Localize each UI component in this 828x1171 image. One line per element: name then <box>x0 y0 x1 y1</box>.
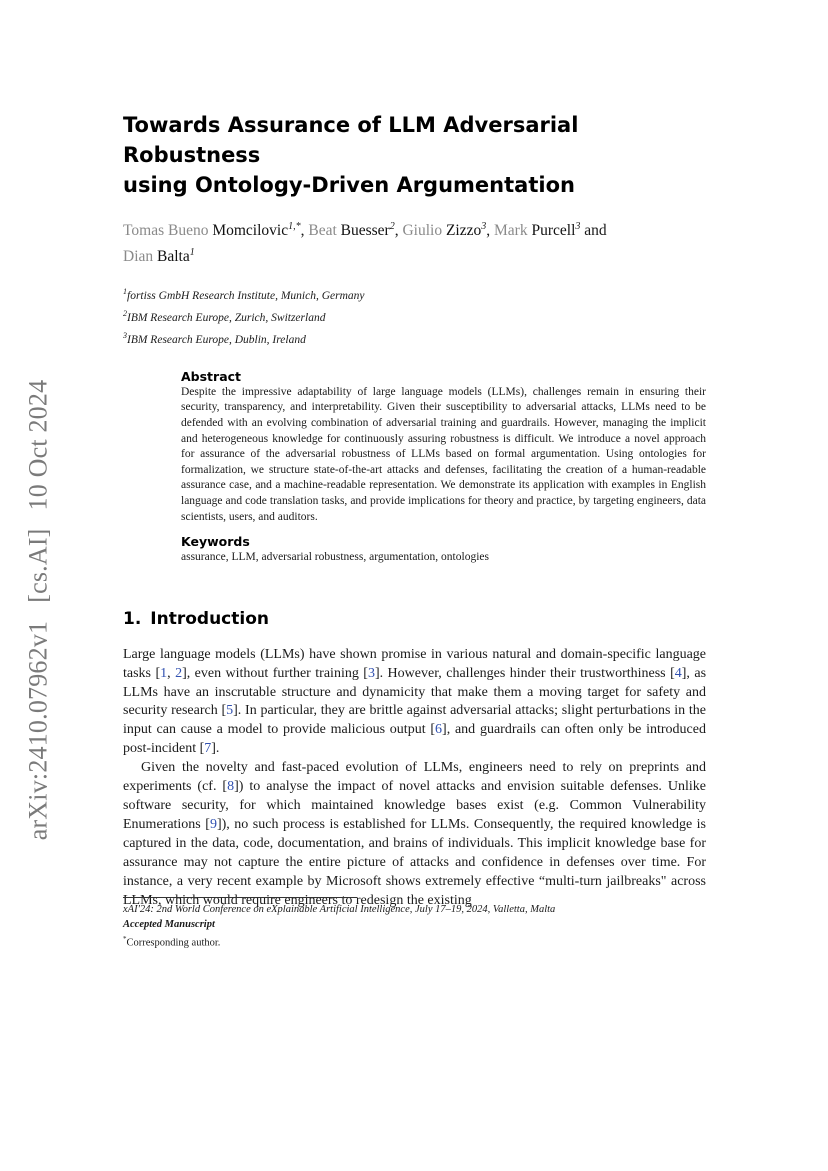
author-3 <box>402 222 486 239</box>
affiliation-mark: 1 <box>123 287 127 297</box>
author-1 <box>123 222 301 239</box>
affiliation-3 <box>123 327 706 349</box>
author-separator: , <box>394 222 403 240</box>
affiliation-mark: 3 <box>123 330 127 340</box>
footnotes <box>123 902 706 951</box>
title-line-1: Towards Assurance of LLM Adversarial Robustness <box>123 113 579 167</box>
affiliation-text: fortiss GmbH Research Institute, Munich, Germany <box>127 290 365 303</box>
keywords-heading: Keywords <box>181 534 250 550</box>
citation-link[interactable]: 6 <box>435 722 443 738</box>
author-5 <box>123 248 195 265</box>
section-number: 1. <box>123 608 142 629</box>
footnote-divider <box>123 897 357 898</box>
author-affiliation-mark: 3 <box>575 221 581 232</box>
paper-title <box>123 110 706 200</box>
keywords-text: assurance, LLM, adversarial robustness, argumentation, ontologies <box>181 551 489 564</box>
author-family-name: Purcell <box>531 222 576 240</box>
arxiv-identifier <box>23 371 53 850</box>
affiliation-2 <box>123 305 706 327</box>
introduction-body <box>123 646 706 911</box>
affiliation-list <box>123 283 706 348</box>
arxiv-sidebar <box>18 372 58 848</box>
author-family-name: Momcilovic <box>212 222 289 240</box>
affiliation-mark: 2 <box>123 309 127 319</box>
citation-link[interactable]: 4 <box>674 665 682 681</box>
author-separator: and <box>580 222 607 240</box>
author-given-name: Dian <box>123 248 158 266</box>
intro-paragraph-2: Given the novelty and fast-paced evolution of LLMs, engineers need to rely on preprints and experiments (cf. [8]) to analyse the impact of novel attacks and envision suitable defenses. Unlike software security, for which maintained knowledge bases exist (e.g. Common Vulnerability Enumerations [9]), no such process is established for LLMs. Consequently, the required knowledge is captured in the data, code, documentation, and brains of individuals. This implicit knowledge base for assurance may not capture the entire picture of attacks and confidence in defenses over time. For instance, a very recent example by Microsoft shows extremely effective “multi-turn jailbreaks" across LLMs, which would require engineers to redesign the existing <box>123 760 707 908</box>
footnote-corresponding-mark: * <box>123 935 127 943</box>
citation-link[interactable]: 8 <box>227 779 235 795</box>
citation-link[interactable]: 3 <box>367 665 375 681</box>
author-given-name: Giulio <box>402 222 446 240</box>
footnote-conference: xAI'24: 2nd World Conference on eXplainable Artificial Intelligence, July 17–19, 2024, Valletta, Malta <box>123 904 556 915</box>
citation-link[interactable]: 2 <box>175 665 183 681</box>
author-family-name: Buesser <box>340 222 390 240</box>
arxiv-date: 10 Oct 2024 <box>23 379 52 511</box>
abstract-heading: Abstract <box>181 368 242 384</box>
title-line-2: using Ontology-Driven Argumentation <box>123 173 575 197</box>
abstract-text: Despite the impressive adaptability of large language models (LLMs), challenges remain in ensuring their security, transparency, and interpretability. Given their susceptibility to adversarial attacks, LLMs need to be defended with an evolving combination of adversarial training and guardrails. However, managing the implicit and heterogeneous knowledge for continuously assuring robustness is difficult. We introduce a novel approach for assurance of the adversarial robustness of LLMs based on formal argumentation. Using ontologies for formalization, we structure state-of-the-art attacks and defenses, facilitating the creation of a human-readable assurance case, and a machine-readable representation. We demonstrate its application with examples in English language and code translation tasks, and provide implications for theory and practice, by targeting engineers, data scientists, users, and auditors. <box>181 385 706 523</box>
author-affiliation-mark: 2 <box>389 221 395 232</box>
citation-link[interactable]: 7 <box>204 741 212 757</box>
abstract-section <box>181 369 706 525</box>
affiliation-text: IBM Research Europe, Dublin, Ireland <box>127 333 306 346</box>
arxiv-category: [cs.AI] <box>23 528 52 603</box>
author-separator: , <box>300 222 309 240</box>
arxiv-id: arXiv:2410.07962v1 <box>23 620 52 841</box>
footnote-corresponding <box>123 932 706 951</box>
footnote-corresponding-text: Corresponding author. <box>126 937 221 949</box>
author-family-name: Zizzo <box>445 222 482 240</box>
affiliation-text: IBM Research Europe, Zurich, Switzerland <box>127 311 326 324</box>
author-family-name: Balta <box>157 248 190 266</box>
author-given-name: Mark <box>494 222 532 240</box>
keywords-section <box>181 534 706 566</box>
affiliation-1 <box>123 283 706 305</box>
author-4 <box>494 222 580 239</box>
paper-page <box>123 110 706 910</box>
intro-paragraph-1: Large language models (LLMs) have shown promise in various natural and domain-specific language tasks [1, 2], even without further training [3]. However, challenges hinder their trustworthiness [4], as LLMs have an inscrutable structure and dynamicity that make them a moving target for safety and security research [5]. In particular, they are brittle against adversarial attacks; slight perturbations in the input can cause a model to provide malicious output [6], and guardrails can often only be introduced post-incident [7]. <box>123 646 707 757</box>
author-affiliation-mark: 1,* <box>288 221 301 232</box>
author-separator: , <box>486 222 495 240</box>
author-affiliation-mark: 3 <box>481 221 487 232</box>
footnote-accepted: Accepted Manuscript <box>123 919 215 930</box>
citation-link[interactable]: 5 <box>226 703 234 719</box>
author-affiliation-mark: 1 <box>189 247 195 259</box>
author-given-name: Tomas Bueno <box>123 222 213 240</box>
citation-link[interactable]: 9 <box>209 816 217 832</box>
section-heading-introduction <box>123 608 706 630</box>
author-list <box>123 216 706 268</box>
section-title: Introduction <box>150 608 269 629</box>
citation-link[interactable]: 1 <box>160 665 168 681</box>
author-given-name: Beat <box>308 222 341 240</box>
author-2 <box>308 222 394 239</box>
